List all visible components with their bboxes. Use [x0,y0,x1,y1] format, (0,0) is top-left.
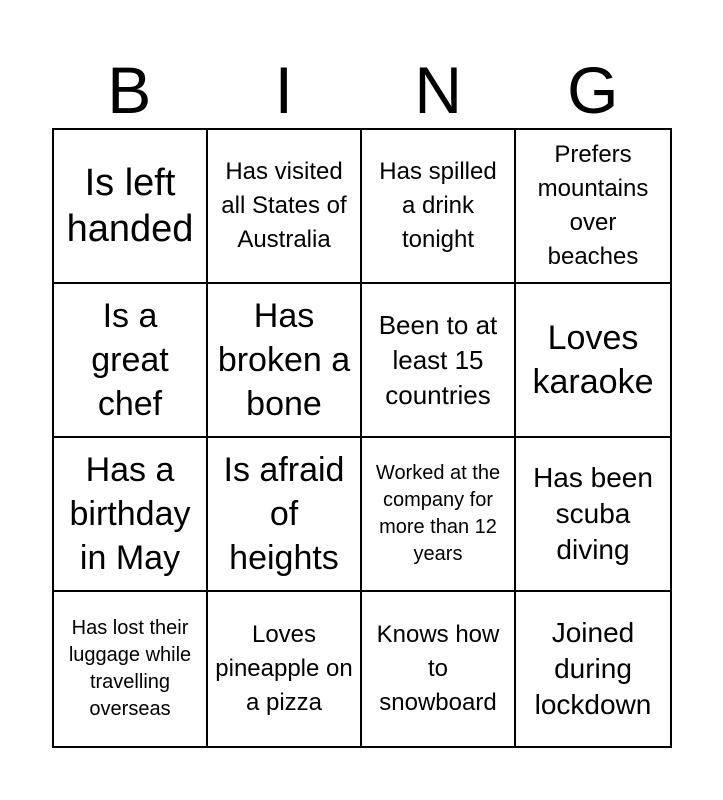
bingo-cell[interactable] [54,592,208,746]
bingo-cell[interactable] [208,130,362,284]
bingo-cell[interactable] [362,284,516,438]
bingo-cell[interactable] [208,592,362,746]
header-letter-b: B [107,53,152,127]
bingo-cell[interactable] [516,130,670,284]
header-letter-n: N [414,53,463,127]
bingo-cell-text: Has broken a bone [217,297,351,423]
bingo-header [52,52,670,128]
bingo-cell[interactable] [516,592,670,746]
bingo-cell[interactable] [54,438,208,592]
bingo-cell[interactable] [516,438,670,592]
bingo-cell-text: Loves pineapple on a pizza [215,621,353,716]
bingo-cell-text: Loves karaoke [532,319,654,401]
bingo-cell-text: Is afraid of heights [223,451,345,577]
bingo-cell-text: Joined during lockdown [534,617,652,720]
bingo-cell[interactable] [362,438,516,592]
bingo-card-grid [52,128,672,748]
bingo-cell-text: Prefers mountains over beaches [537,141,649,270]
bingo-cell-text: Worked at the company for more than 12 years [375,462,501,565]
bingo-cell-text: Has visited all States of Australia [221,158,347,253]
bingo-cell-text: Is left handed [66,162,194,250]
bingo-cell-text: Has lost their luggage while travelling overseas [68,617,192,720]
bingo-cell[interactable] [362,592,516,746]
bingo-cell-text: Has been scuba diving [533,462,653,565]
bingo-cell-text: Is a great chef [91,297,169,423]
header-letter-i: I [274,53,293,127]
bingo-cell-text: Has a birthday in May [69,451,191,577]
header-letter-g: G [567,53,619,127]
bingo-cell[interactable] [362,130,516,284]
bingo-cell[interactable] [54,130,208,284]
bingo-cell[interactable] [208,284,362,438]
bingo-cell-text: Been to at least 15 countries [378,309,498,410]
bingo-cell-text: Knows how to snowboard [376,621,500,716]
bingo-cell[interactable] [516,284,670,438]
bingo-cell[interactable] [208,438,362,592]
bingo-cell-text: Has spilled a drink tonight [379,158,497,253]
bingo-cell[interactable] [54,284,208,438]
